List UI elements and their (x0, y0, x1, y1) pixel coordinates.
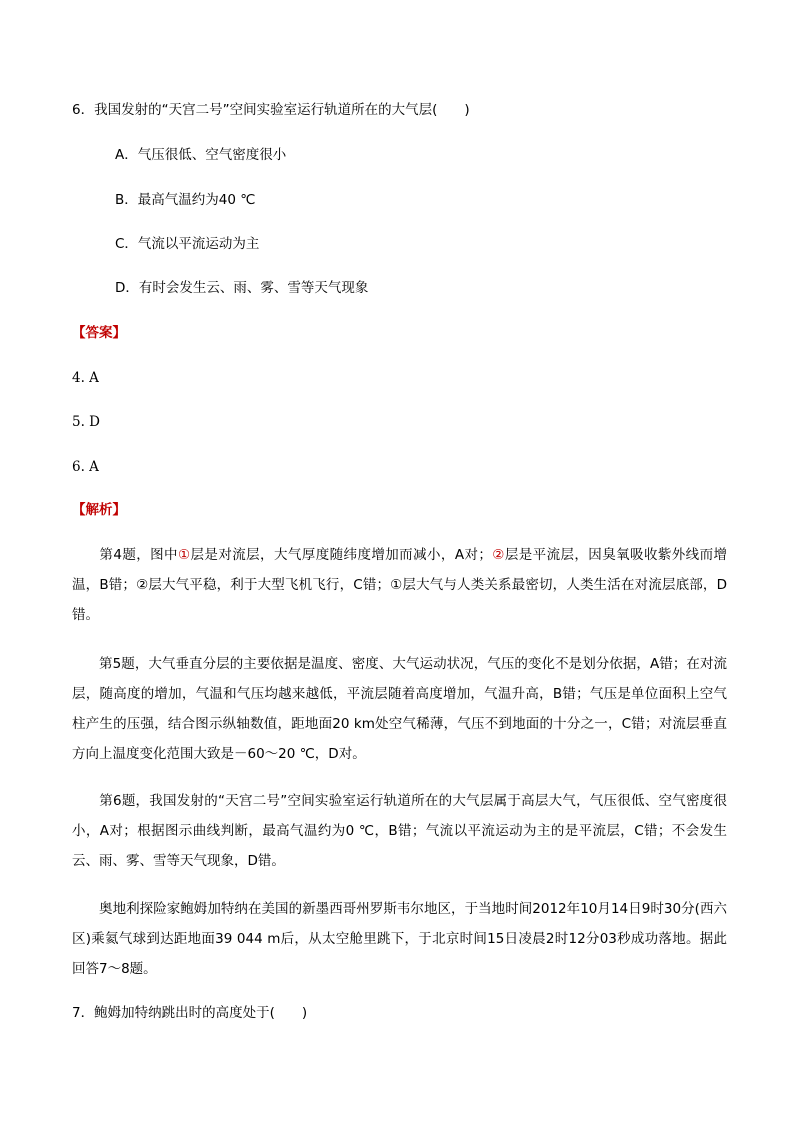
question-7-stem: 7．鲍姆加特纳跳出时的高度处于( ) (72, 1005, 308, 1021)
option-a: A．气压很低、空气密度很小 (115, 147, 287, 163)
circled-number-1: ① (177, 547, 191, 563)
question-6-stem: 6．我国发射的“天宫二号”空间实验室运行轨道所在的大气层( ) (72, 102, 470, 118)
passage-text: 奥地利探险家鲍姆加特纳在美国的新墨西哥州罗斯韦尔地区，于当地时间2012年10月14日9时30分(西六区)乘氦气球到达距地面39 044 m后，从太空舱里跳下，于北京时间15日凌晨2时12分03秒成功落地。据此回答7～8题。 (72, 901, 727, 977)
option-b: B．最高气温约为40 ℃ (115, 192, 256, 208)
option-d: D．有时会发生云、雨、雾、雪等天气现象 (115, 280, 369, 296)
analysis-paragraph-4 (72, 540, 727, 630)
analysis-text: 第5题，大气垂直分层的主要依据是温度、密度、大气运动状况，气压的变化不是划分依据，A错；在对流层，随高度的增加，气温和气压均越来越低，平流层随着高度增加，气温升高，B错；气压是单位面积上空气柱产生的压强，结合图示纵轴数值，距地面20 km处空气稀薄，气压不到地面的十分之一，C错；对流层垂直方向上温度变化范围大致是－60～20 ℃，D对。 (72, 656, 727, 762)
analysis-text: 第6题，我国发射的“天宫二号”空间实验室运行轨道所在的大气层属于高层大气，气压很低、空气密度很小，A对；根据图示曲线判断，最高气温约为0 ℃，B错；气流以平流运动为主的是平流层，C错；不会发生云、雨、雾、雪等天气现象，D错。 (72, 793, 727, 869)
analysis-text: 层是对流层，大气厚度随纬度增加而减小，A对； (190, 547, 492, 563)
option-c: C．气流以平流运动为主 (115, 236, 260, 252)
analysis-heading: 【解析】 (72, 502, 126, 518)
answer-item: 6. A (72, 459, 99, 475)
answer-item: 5. D (72, 414, 100, 430)
answer-item: 4. A (72, 370, 99, 386)
passage-paragraph (72, 894, 727, 984)
analysis-text: 层是平流层，因臭氧吸收紫外线而增温，B错；②层大气平稳，利于大型飞机飞行，C错；①层大气与人类关系最密切，人类生活在对流层底部，D错。 (72, 547, 728, 623)
analysis-paragraph-5 (72, 649, 727, 769)
analysis-text: 第4题，图中 (99, 547, 178, 563)
circled-number-2: ② (491, 547, 505, 563)
analysis-paragraph-6 (72, 786, 727, 876)
answer-heading: 【答案】 (72, 325, 126, 341)
